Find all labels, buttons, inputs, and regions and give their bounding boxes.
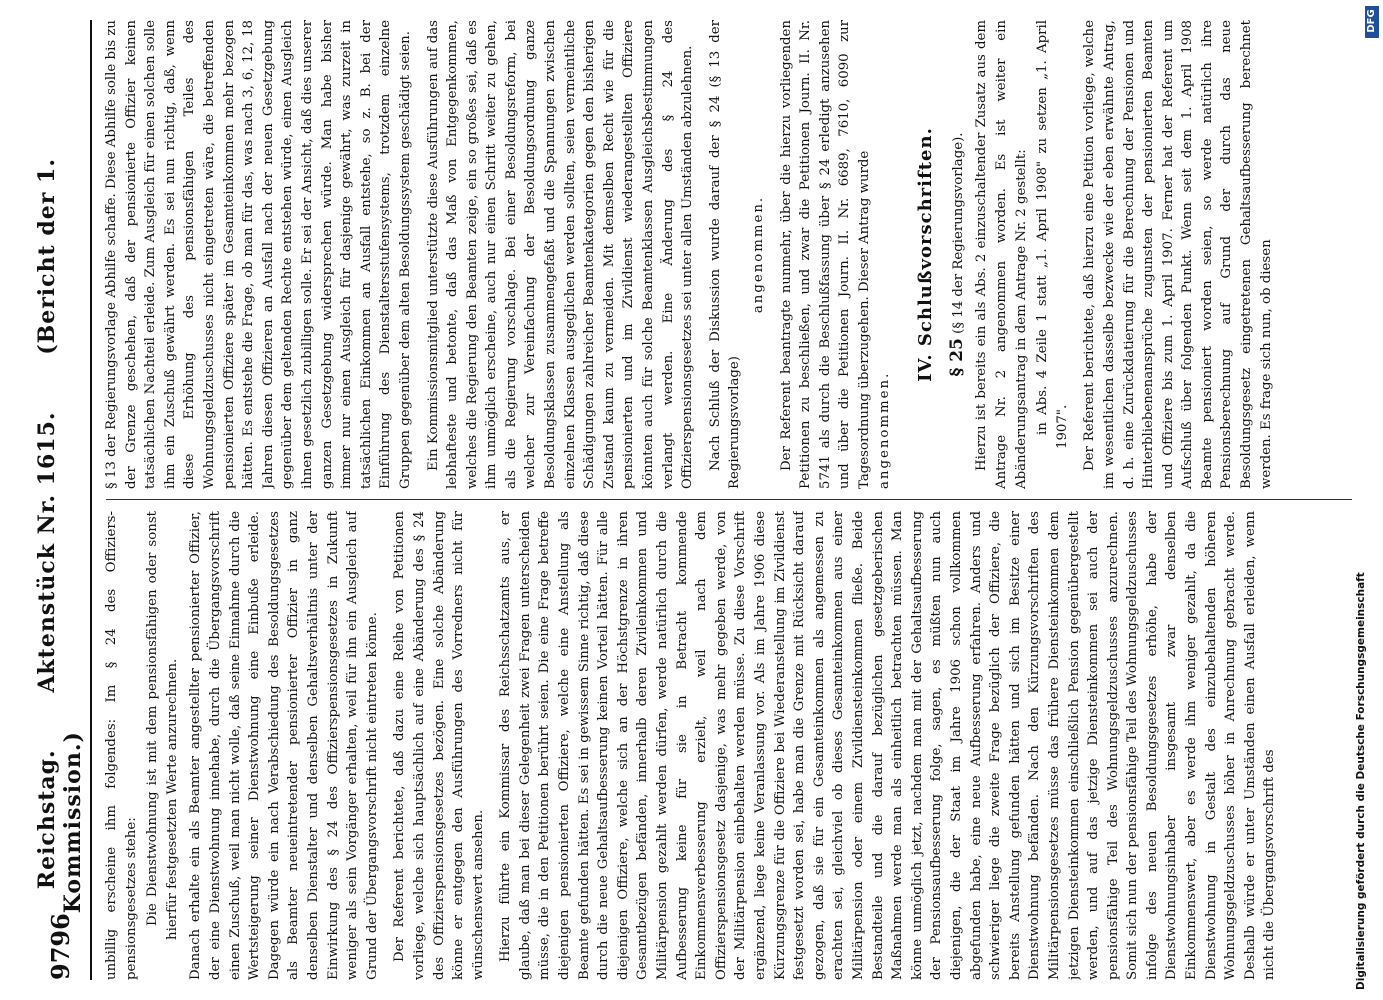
paragraph: unbillig erscheine ihm folgendes: Im § 24 des Offiziers-pensionsgesetzes stehe: <box>104 511 139 980</box>
quotation: in Abs. 4 Zeile 1 statt „1. April 1908" zu setzen „1. April 1907". <box>1035 20 1070 449</box>
paragraph: Der Referent berichtete, daß hierzu eine Petition vorliege, welche im wesentlichen dasselbe bezwecke wie der eben erwähnte Antrag, d. h. eine Zurückdatierung für die Berechnung der Pensionen und Hinterbliebenenansprüche zugunsten der pensionierten Beamten und Offiziere bis zum 1. April 1907. Ferner hat der Referent um Aufschluß über folgenden Punkt. Wenn seit dem 1. April 1908 Beamte pensioniert worden seien, so werde natürlich ihre Pensionsberechnung auf Grund der durch das neue Besoldungsgesetz eingetretenen Gehaltsaufbesserung berechnet werden. Es frage sich nun, ob diesen <box>1082 20 1274 489</box>
dfg-logo <box>1365 6 1379 38</box>
document-number: Aktenstück Nr. 1615. <box>34 411 60 693</box>
paragraph: § 13 der Regierungsvorlage Abhilfe schaffe. Diese Abhilfe solle bis zu der Grenze geschehen, daß der pensionierte Offizier keinen tatsächlichen Nachteil erleide. Zum Ausgleich für einen solchen solle ihm ein Zuschuß gewährt werden. Es sei nun richtig, daß, wenn diese Erhöhung des pensionsfähigen Teiles des Wohnungsgeldzuschusses nicht eingetreten wäre, die betreffenden pensionierten Offiziere später im Gesamteinkommen mehr bezogen hätten. Es entstehe die Frage, ob man für das, was nach 3, 6, 12, 18 Jahren diesen Offizieren an Ausfall nach der neuen Gesetzgebung gegenüber dem geltenden Rechte entstehen würde, einen Ausgleich ihnen gesetzlich zubilligen solle. Er sei der Ansicht, daß dies unserer ganzen Gesetzgebung widersprechen würde. Man habe bisher immer nur einen Ausgleich für dasjenige gewährt, was zurzeit in tatsächlichen Einkommen an Ausfall entstehe, so z. B. bei der Einführung des Dienstaltersstufensystems, trotzdem einzelne Gruppen gegenüber dem alten Besoldungssystem geschädigt seien. <box>104 20 413 489</box>
text-columns <box>92 20 1352 980</box>
column-divider <box>106 499 1352 500</box>
publication-name: Reichstag. <box>34 749 60 890</box>
header-title <box>34 20 86 913</box>
digitization-note-text: Digitalisierung gefördert durch die Deutsche Forschungsgemeinschaft <box>1355 572 1367 990</box>
paragraph-heading <box>948 20 969 489</box>
paragraph: Der Referent berichtete, daß dazu eine Reihe von Petitionen vorliege, welche sich hauptsächlich auf eine Abänderung des § 24 des Offizierspensionsgesetzes bezögen. Eine solche Abänderung könne er entgegen den Ausführungen des Vorredners nicht für wünschenswert ansehen. <box>392 511 486 980</box>
dfg-logo-text: DFG <box>1366 9 1377 33</box>
page-number: 9796 <box>45 913 75 980</box>
paragraph: Der Referent beantragte nunmehr, über die hierzu vorliegenden Petitionen zu beschließen, und zwar die Petitionen Journ. II. Nr. 5741 als durch die Beschlußfassung über § 24 erledigt anzusehen und über die Petitionen Journ. II. Nr. 6689, 7610, 6090 zur Tagesordnung überzugehen. Dieser Antrag wurde <box>778 20 872 489</box>
paragraph: Ein Kommissionsmitglied unterstützte diese Ausführungen auf das lebhafteste und betonte, daß das Maß von Entgegenkommen, welches die Regierung den Beamten zeige, ein so großes sei, daß es ihm unmöglich erscheine, auch nur einen Schritt weiter zu gehen, als die Regierung vorschlage. Bei einer Besoldungsreform, bei welcher zur Vereinfachung der Besoldungsordnung ganze Besoldungsklassen zusammengefaßt und die Spannungen zwischen einzelnen Klassen ausgeglichen werden sollten, seien vermeintliche Schädigungen zahlreicher Beamtenkategorien gegen den bisherigen Zustand kaum zu vermeiden. Mit demselben Recht wie für die pensionierten und im Zivildienst wiederangestellten Offiziere könnten auch für solche Beamtenklassen Ausgleichsbestimmungen verlangt werden. Eine Änderung des § 24 des Offizierspensionsgesetzes sei unter allen Umständen abzulehnen. <box>425 20 696 489</box>
quotation: Die Dienstwohnung ist mit dem pensionsfähigen oder sonst hierfür festgesetzten Werte anzurechnen. <box>145 511 180 940</box>
right-column <box>102 20 1352 489</box>
paragraph-subheading: (§ 14 der Regierungsvorlage). <box>950 132 966 334</box>
digitization-note <box>1355 0 1377 1000</box>
page-header <box>30 20 92 980</box>
paragraph: Hierzu führte ein Kommissar des Reichsschatzamts aus, er glaube, daß man bei dieser Gelegenheit zwei Fragen unterscheiden müsse, die in den Petitionen berührt seien. Die eine Frage betreffe diejenigen pensionierten Offiziere, welche eine Anstellung als Beamte gefunden hätten. Es sei in gewissem Sinne richtig, daß diese durch die neue Gehaltsaufbesserung keinen Vorteil hätten. Für alle diejenigen Offiziere, welche sich an der Höchstgrenze in ihren Gesamtbezügen befänden, innerhalb deren Zivileinkommen und Militärpension gezahlt werden dürfen, werde natürlich durch die Aufbesserung keine für sie in Betracht kommende Einkommensverbesserung erzielt, weil nach dem Offizierspensionsgesetz dasjenige, was mehr gegeben werde, von der Militärpension einbehalten werden müsse. Zu diese Vorschrift ergänzend, liege keine Veranlassung vor. Als im Jahre 1906 diese Kürzungsgrenze für die Offiziere bei Wiederanstellung im Zivildienst festgesetzt worden sei, habe man die Grenze mit Rücksicht darauf gezogen, daß sie für ein Gesamteinkommen als angemessen zu erachten sei, gleichviel ob dieses Gesamteinkommen aus einer Militärpension oder einem Zivildiensteinkommen fließe. Beide Bestandteile und die darauf bezüglichen gesetzgeberischen Maßnahmen werde man als einheitlich betrachten müssen. Man könne unmöglich jetzt, nachdem man mit der Gehaltsaufbesserung der Pensionsaufbesserung folge, sagen, es müßten nun auch diejenigen, die der Staat im Jahre 1906 schon vollkommen abgefunden habe, eine neue Aufbesserung erfahren. Anders und schwieriger liege die zweite Frage bezüglich der Offiziere, die bereits Anstellung gefunden hätten und sich im Besitze einer Dienstwohnung befänden. Nach den Kürzungsvorschriften des Militärpensionsgesetzes müsse das frühere Diensteinkommen dem jetzigen Diensteinkommen einschließlich Pension gegenübergestellt werden, und auf das jetzige Diensteinkommen sei auch der pensionsfähige Teil des Wohnungsgeldzuschusses anzurechnen. Somit sich nun der pensionsfähige Teil des Wohnungsgeldzuschusses infolge des neuen Besoldungsgesetzes erhöhe, habe der Dienstwohnungsinhaber insgesamt zwar denselben Einkommenswert, aber es werde ihm weniger gezahlt, da die Dienstwohnung in Gestalt des einzubehaltenden höheren Wohnungsgeldzuschusses höher in Anrechnung gebracht werde. Deshalb würde er unter Umständen einen Ausfall erleiden, wenn nicht die Übergangsvorschrift des <box>498 511 1278 980</box>
report-name: (Bericht der 1. Kommission.) <box>34 158 86 914</box>
result-accepted: angenommen. <box>751 195 766 314</box>
paragraph: Hierzu ist bereits ein als Abs. 2 einzuschaltender Zusatz aus dem Antrage Nr. 2 angenommen worden. Es ist weiter ein Abänderungsantrag in dem Antrage Nr. 2 gestellt: <box>974 20 1029 489</box>
left-column <box>102 511 1352 980</box>
paragraph-number: § 25 <box>946 338 967 377</box>
section-heading: IV. Schlußvorschriften. <box>915 127 937 382</box>
result-accepted: angenommen. <box>876 371 892 489</box>
paragraph: Nach Schluß der Diskussion wurde darauf der § 24 (§ 13 der Regierungsvorlage) <box>707 20 743 489</box>
rotated-document-page <box>30 0 1360 1000</box>
paragraph: Danach erhalte ein als Beamter angestellter pensionierter Offizier, der eine Dienstwohnung innehabe, durch die Übergangsvorschrift einen Zuschuß, weil man nicht wolle, daß seine Einnahme durch die Wertsteigerung seiner Dienstwohnung eine Einbuße erleide. Dagegen würde ein nach Verabschiedung des Besoldungsgesetzes als Beamter neueintretender pensionierter Offizier in ganz denselben Dienstalter und denselben Gehaltsverhältnis unter der Einwirkung des § 24 des Offizierspensionsgesetzes in Zukunft weniger als sein Vorgänger erhalten, weil für ihn ein Ausgleich auf Grund der Übergangsvorschrift nicht eintreten könne. <box>188 511 380 980</box>
